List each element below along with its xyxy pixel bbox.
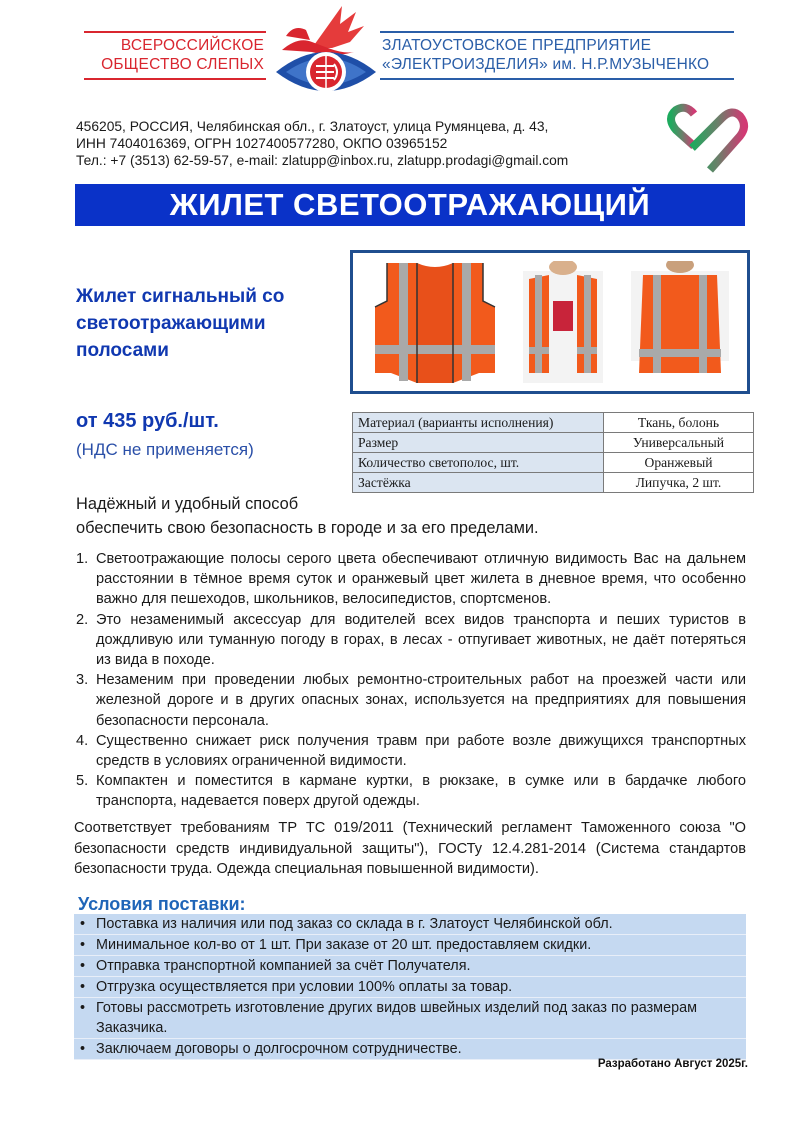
org-right-line-1: ЗЛАТОУСТОВСКОЕ ПРЕДПРИЯТИЕ [382, 37, 652, 54]
terms-item [74, 1039, 746, 1060]
features-list [76, 549, 746, 812]
terms-item [74, 956, 746, 977]
feature-text: Компактен и поместится в кармане куртки, в рюкзаке, в сумке или в бардачке любого транспорта, надевается поверх другой одежды. [96, 773, 746, 810]
bullet-icon: • [80, 979, 86, 995]
terms-list [74, 914, 746, 1060]
subtitle-line-3: полосами [76, 340, 169, 361]
terms-text: Минимальное кол-во от 1 шт. При заказе от 20 шт. предоставляем скидки. [96, 937, 592, 953]
terms-item [74, 935, 746, 956]
org-left-line-2: ОБЩЕСТВО СЛЕПЫХ [101, 56, 264, 73]
org-right-line-2: «ЭЛЕКТРОИЗДЕЛИЯ» им. Н.Р.МУЗЫЧЕНКО [382, 56, 710, 73]
phone-email: Тел.: +7 (3513) 62-59-57, e-mail: zlatupp@inbox.ru, zlatupp.prodagi@gmail.com [76, 153, 569, 168]
bullet-icon: • [80, 916, 86, 932]
intro-line-2: обеспечить свою безопасность в городе и за его пределами. [76, 519, 539, 537]
terms-title: Условия поставки: [78, 894, 246, 914]
company-contacts [76, 118, 568, 169]
spec-row [353, 413, 754, 433]
feature-text: Существенно снижает риск получения травм при работе возле движущихся транспортных средств в условиях ограниченной видимости. [96, 732, 746, 770]
spec-row [353, 433, 754, 453]
subtitle-line-2: светоотражающими [76, 313, 266, 334]
vat-note: (НДС не применяется) [76, 440, 254, 459]
page-title: ЖИЛЕТ СВЕТООТРАЖАЮЩИЙ [75, 184, 745, 226]
terms-text: Готовы рассмотреть изготовление других видов швейных изделий под заказ по размерам Заказчика. [96, 1000, 697, 1036]
terms-text: Поставка из наличия или под заказ со склада в г. Златоуст Челябинской обл. [96, 916, 613, 932]
intro-text [76, 492, 539, 540]
vest-front-flat-image [365, 261, 505, 383]
feature-number: 4. [76, 732, 89, 749]
spec-key: Материал (варианты исполнения) [353, 413, 604, 433]
feature-text: Светоотражающие полосы серого цвета обеспечивают отличную видимость Вас на дальнем расстоянии в тёмное время суток и оранжевый цвет жилета в дневное время, что особенно важно для пешеходов, школьников, велосипедистов, спортсменов. [96, 551, 746, 608]
intro-line-1: Надёжный и удобный способ [76, 495, 299, 513]
subtitle-line-1: Жилет сигнальный со [76, 286, 285, 307]
terms-item [74, 914, 746, 935]
bullet-icon: • [80, 1000, 86, 1016]
terms-text: Отгрузка осуществляется при условии 100% оплаты за товар. [96, 979, 513, 995]
header-right-rule-top [380, 31, 734, 33]
bullet-icon: • [80, 937, 86, 953]
feature-text: Незаменим при проведении любых ремонтно-строительных работ на проезжей части или железной дороге и в других опасных зонах, используется на предприятиях для повышения безопасности персонала. [96, 672, 746, 729]
registry-numbers: ИНН 7404016369, ОГРН 1027400577280, ОКПО 03965152 [76, 136, 448, 151]
spec-table [352, 412, 754, 493]
address: 456205, РОССИЯ, Челябинская обл., г. Златоуст, улица Румянцева, д. 43, [76, 119, 549, 134]
spec-key: Количество светополос, шт. [353, 453, 604, 473]
terms-text: Заключаем договоры о долгосрочном сотрудничестве. [96, 1041, 462, 1057]
feature-text: Это незаменимый аксессуар для водителей всех видов транспорта и пеших туристов в дождливую или туманную погоду в горах, в лесах - отпугивает животных, не даёт потеряться из вида в походе. [96, 611, 746, 669]
feature-item [76, 610, 746, 671]
feature-number: 5. [76, 773, 89, 790]
feature-item [76, 549, 746, 610]
pegasus-eye-emblem-icon [272, 2, 380, 102]
header-right-rule-bottom [380, 78, 734, 80]
terms-text: Отправка транспортной компанией за счёт Получателя. [96, 958, 471, 974]
org-name-left [84, 36, 264, 74]
header-left-rule-bottom [84, 78, 266, 80]
price: от 435 руб./шт. [76, 410, 219, 432]
terms-item [74, 977, 746, 998]
terms-item [74, 998, 746, 1039]
header-left-rule-top [84, 31, 266, 33]
spec-value: Ткань, болонь [604, 413, 754, 433]
spec-value: Универсальный [604, 433, 754, 453]
footer-note: Разработано Август 2025г. [597, 1058, 748, 1070]
feature-number: 1. [76, 551, 89, 567]
heart-logo-icon [660, 98, 750, 176]
bullet-icon: • [80, 1041, 86, 1057]
org-name-right [382, 36, 742, 74]
bullet-icon: • [80, 958, 86, 974]
spec-value: Липучка, 2 шт. [604, 473, 754, 493]
spec-value: Оранжевый [604, 453, 754, 473]
feature-item [76, 670, 746, 731]
compliance-text: Соответствует требованиям ТР ТС 019/2011 (Технический регламент Таможенного союза "О безопасности средств индивидуальной защиты"), ГОСТу 12.4.281-2014 (Система стандартов безопасности труда. Одежда специальная повышенной видимости). [74, 820, 746, 877]
feature-item [76, 771, 746, 811]
feature-item [76, 731, 746, 771]
feature-number: 2. [76, 611, 89, 628]
product-photos [350, 250, 750, 394]
spec-key: Застёжка [353, 473, 604, 493]
vest-front-worn-image [515, 261, 611, 383]
feature-number: 3. [76, 672, 89, 689]
org-left-line-1: ВСЕРОССИЙСКОЕ [120, 37, 264, 54]
spec-row [353, 453, 754, 473]
product-subtitle [76, 283, 336, 364]
spec-row [353, 473, 754, 493]
spec-key: Размер [353, 433, 604, 453]
vest-back-worn-image [625, 261, 735, 383]
